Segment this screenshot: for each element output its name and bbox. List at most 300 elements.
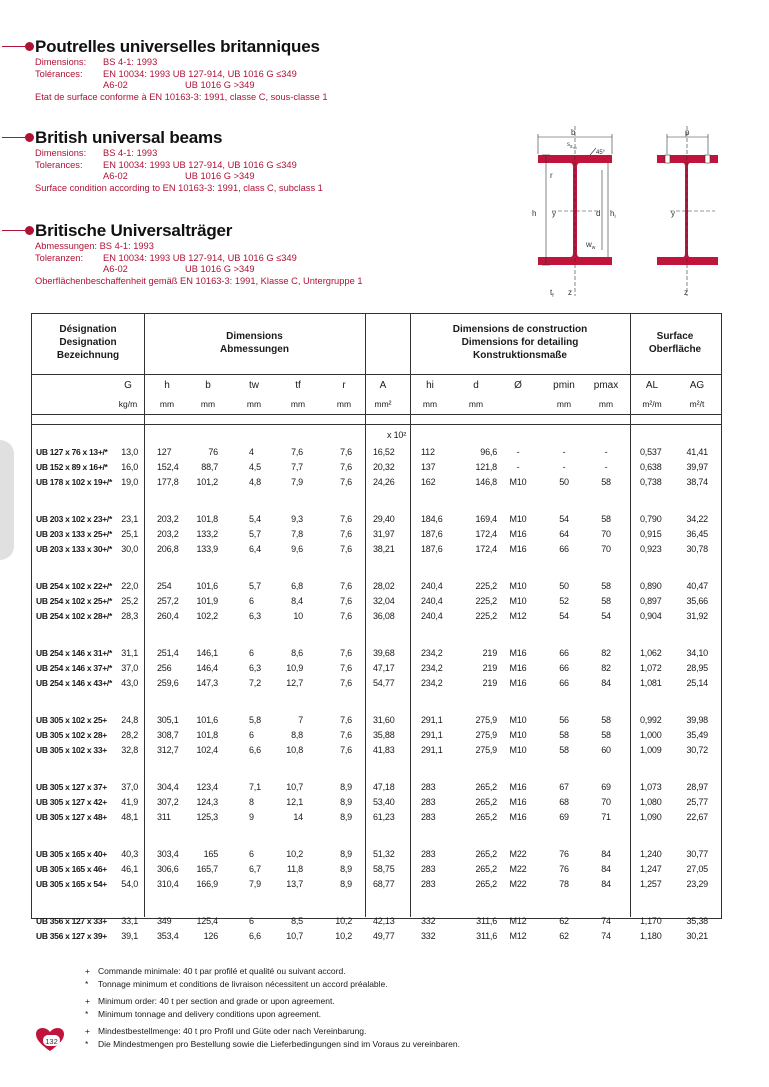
data-cell: 275,9 xyxy=(475,715,497,725)
section-line-part: Surface condition according to EN 10163-3: 1991, class C, subclass 1 xyxy=(35,182,323,193)
symbol-al: AL xyxy=(645,380,659,391)
data-cell: 8,8 xyxy=(291,730,303,740)
designation-cell: UB 203 x 133 x 30+/* xyxy=(36,544,112,554)
data-cell: 13,0 xyxy=(121,447,138,457)
section-line xyxy=(35,182,323,195)
section-line-part: EN 10034: 1993 UB 127-914, UB 1016 G ≤349 xyxy=(103,68,297,79)
data-cell: 66 xyxy=(559,544,569,554)
unit-label: mm xyxy=(200,399,216,409)
data-cell: 5,8 xyxy=(249,715,261,725)
designation-cell: UB 305 x 165 x 46+ xyxy=(36,864,107,874)
data-cell: 172,4 xyxy=(475,529,497,539)
data-cell: M22 xyxy=(509,879,527,889)
data-cell: 58 xyxy=(559,745,569,755)
data-cell: 0,537 xyxy=(640,447,662,457)
data-cell: 76 xyxy=(559,864,569,874)
section-line xyxy=(35,57,320,69)
data-cell: 283 xyxy=(421,812,436,822)
data-cell: 7,6 xyxy=(340,715,352,725)
data-cell: 283 xyxy=(421,797,436,807)
designation-cell: UB 305 x 102 x 25+ xyxy=(36,715,107,725)
data-cell: 58 xyxy=(601,596,611,606)
designation-cell: UB 178 x 102 x 19+/* xyxy=(36,477,112,487)
section-line-part: A6-02 xyxy=(103,80,128,90)
designation-cell: UB 356 x 127 x 39+ xyxy=(36,931,107,941)
header-designation xyxy=(32,323,144,362)
data-cell: 84 xyxy=(601,849,611,859)
designation-cell: UB 305 x 127 x 42+ xyxy=(36,797,107,807)
designation-cell: UB 305 x 102 x 28+ xyxy=(36,730,107,740)
header-construction-de: Konstruktionsmaße xyxy=(473,350,567,361)
diagram-label: $h_i$ xyxy=(610,209,616,220)
data-cell: 305,1 xyxy=(157,715,179,725)
data-cell: 38,21 xyxy=(373,544,395,554)
data-cell: 0,992 xyxy=(640,715,662,725)
data-cell: M16 xyxy=(509,797,527,807)
page-number-heart xyxy=(36,1028,64,1052)
section-line-part: UB 1016 G >349 xyxy=(185,171,255,181)
data-cell: 66 xyxy=(559,663,569,673)
data-cell: 8,6 xyxy=(291,648,303,658)
data-cell: 16,52 xyxy=(373,447,395,457)
data-cell: - xyxy=(516,462,520,472)
data-cell: 6,4 xyxy=(249,544,261,554)
data-cell: 62 xyxy=(559,916,569,926)
section-line xyxy=(35,252,297,265)
data-cell: 7,9 xyxy=(291,477,303,487)
data-cell: 101,6 xyxy=(196,715,218,725)
data-cell: 84 xyxy=(601,864,611,874)
data-cell: 234,2 xyxy=(421,663,443,673)
footnote-text: Commande minimale: 40 t par profilé et qualité ou suivant accord. xyxy=(98,966,346,976)
section-title: Poutrelles universelles britanniques xyxy=(35,37,320,56)
data-cell: 152,4 xyxy=(157,462,179,472)
data-cell: 256 xyxy=(157,663,172,673)
data-cell: 219 xyxy=(482,648,497,658)
footnote-marker: + xyxy=(85,966,90,976)
data-cell: 6,3 xyxy=(249,611,261,621)
data-cell: 291,1 xyxy=(421,730,443,740)
data-cell: 10,7 xyxy=(286,782,303,792)
data-cell: 311,6 xyxy=(476,916,497,926)
data-cell: M16 xyxy=(509,529,527,539)
data-cell: 74 xyxy=(601,916,611,926)
data-cell: 6 xyxy=(249,916,254,926)
data-cell: - xyxy=(562,462,566,472)
data-cell: 133,2 xyxy=(196,529,218,539)
data-cell: 1,090 xyxy=(640,812,662,822)
data-cell: 30,78 xyxy=(686,544,708,554)
data-cell: 291,1 xyxy=(421,715,443,725)
data-cell: 283 xyxy=(421,849,436,859)
designation-cell: UB 254 x 146 x 43+/* xyxy=(36,678,112,688)
data-cell: 32,04 xyxy=(373,596,395,606)
data-cell: 10,2 xyxy=(286,849,303,859)
footnote xyxy=(85,966,685,977)
data-cell: 28,95 xyxy=(686,663,708,673)
data-cell: 8,9 xyxy=(340,849,352,859)
diagram-label: p xyxy=(685,128,690,137)
data-cell: 303,4 xyxy=(157,849,179,859)
data-cell: 1,247 xyxy=(640,864,662,874)
data-cell: 39,1 xyxy=(121,931,138,941)
footnote xyxy=(85,996,685,1007)
data-cell: 24,8 xyxy=(121,715,138,725)
data-cell: 48,1 xyxy=(121,812,138,822)
data-cell: 101,6 xyxy=(196,581,218,591)
data-cell: 43,0 xyxy=(121,678,138,688)
header-surface-de: Oberfläche xyxy=(648,344,702,355)
data-cell: 7,6 xyxy=(340,663,352,673)
data-cell: 291,1 xyxy=(421,745,443,755)
data-cell: 125,3 xyxy=(196,812,218,822)
data-cell: 133,9 xyxy=(196,544,218,554)
data-cell: 312,7 xyxy=(157,745,179,755)
page-number: 132 xyxy=(45,1037,58,1046)
data-cell: 7,6 xyxy=(340,745,352,755)
data-cell: 58 xyxy=(601,730,611,740)
data-cell: 7,6 xyxy=(340,544,352,554)
data-cell: M16 xyxy=(509,678,527,688)
data-cell: 1,170 xyxy=(640,916,662,926)
section-line-part: UB 1016 G >349 xyxy=(185,264,255,274)
data-cell: 13,7 xyxy=(286,879,303,889)
data-cell: 58,75 xyxy=(373,864,395,874)
data-cell: 265,2 xyxy=(475,812,497,822)
data-cell: 1,072 xyxy=(640,663,662,673)
data-cell: 332 xyxy=(421,931,436,941)
data-cell: M10 xyxy=(509,514,527,524)
header-designation-en: Designation xyxy=(59,337,117,348)
data-cell: 47,18 xyxy=(373,782,395,792)
header-surface xyxy=(630,330,720,356)
symbol-pmax: pmax xyxy=(593,380,619,391)
data-cell: - xyxy=(516,447,520,457)
data-cell: 51,32 xyxy=(373,849,395,859)
data-cell: 6,6 xyxy=(249,745,261,755)
data-cell: 54 xyxy=(559,514,569,524)
data-cell: 52 xyxy=(559,596,569,606)
data-cell: 304,4 xyxy=(157,782,179,792)
section-line-part: Toleranzen: xyxy=(35,252,84,263)
section-line xyxy=(35,80,320,92)
data-cell: 172,4 xyxy=(475,544,497,554)
row-divider xyxy=(31,414,721,415)
data-cell: 6,3 xyxy=(249,663,261,673)
area-factor-label: x 10² xyxy=(386,430,406,440)
data-cell: 38,74 xyxy=(686,477,708,487)
data-cell: 58 xyxy=(559,730,569,740)
data-cell: 47,17 xyxy=(373,663,395,673)
data-cell: 254 xyxy=(157,581,172,591)
data-cell: 121,8 xyxy=(475,462,497,472)
data-cell: 225,2 xyxy=(475,596,497,606)
data-cell: 101,9 xyxy=(196,596,218,606)
data-cell: 20,32 xyxy=(373,462,395,472)
diagram-label: $t_f$ xyxy=(550,288,554,299)
data-cell: 4,8 xyxy=(249,477,261,487)
section-line xyxy=(35,171,255,183)
data-cell: 41,41 xyxy=(686,447,708,457)
data-cell: 41,83 xyxy=(373,745,395,755)
data-cell: 23,1 xyxy=(121,514,138,524)
designation-cell: UB 305 x 165 x 54+ xyxy=(36,879,107,889)
section-1 xyxy=(35,36,328,103)
section-line xyxy=(35,275,363,288)
data-cell: 23,29 xyxy=(686,879,708,889)
data-cell: 184,6 xyxy=(421,514,443,524)
data-cell: 166,9 xyxy=(196,879,218,889)
data-cell: 8,9 xyxy=(340,782,352,792)
data-cell: 10,2 xyxy=(335,916,352,926)
data-cell: 7,7 xyxy=(291,462,303,472)
data-cell: 96,6 xyxy=(480,447,497,457)
header-surface-fr: Surface xyxy=(656,331,694,342)
data-cell: 125,4 xyxy=(196,916,218,926)
unit-label: mm xyxy=(556,399,572,409)
data-cell: M10 xyxy=(509,745,527,755)
data-cell: M12 xyxy=(509,931,527,941)
data-cell: 64 xyxy=(559,529,569,539)
data-cell: 187,6 xyxy=(421,529,443,539)
data-cell: 11,8 xyxy=(286,864,303,874)
data-cell: 9,6 xyxy=(291,544,303,554)
data-cell: 225,2 xyxy=(475,611,497,621)
data-cell: 9,3 xyxy=(291,514,303,524)
unit-label: kg/m xyxy=(118,399,138,409)
symbol-tf: tf xyxy=(295,380,301,391)
data-cell: 0,738 xyxy=(640,477,662,487)
unit-label: mm xyxy=(422,399,438,409)
symbol-g: G xyxy=(124,380,132,391)
data-cell: 1,240 xyxy=(640,849,662,859)
footnote-text: Tonnage minimum et conditions de livraison nécessitent un accord préalable. xyxy=(98,979,388,989)
data-cell: 332 xyxy=(421,916,436,926)
data-cell: 42,13 xyxy=(373,916,395,926)
data-cell: 8,9 xyxy=(340,797,352,807)
data-cell: 36,45 xyxy=(686,529,708,539)
unit-label: m²/m xyxy=(642,399,662,409)
data-cell: 259,6 xyxy=(157,678,179,688)
data-cell: 225,2 xyxy=(475,581,497,591)
data-cell: 6,7 xyxy=(249,864,261,874)
data-cell: 49,77 xyxy=(373,931,395,941)
section-title: British universal beams xyxy=(35,128,223,147)
data-cell: 101,2 xyxy=(196,477,218,487)
data-cell: 7 xyxy=(298,715,303,725)
designation-cell: UB 305 x 127 x 37+ xyxy=(36,782,107,792)
data-cell: M22 xyxy=(509,864,527,874)
data-cell: 58 xyxy=(601,581,611,591)
section-line xyxy=(35,264,255,276)
data-cell: 8 xyxy=(249,797,254,807)
unit-label: mm xyxy=(159,399,175,409)
footnote-marker: * xyxy=(85,979,89,989)
data-cell: 137 xyxy=(421,462,436,472)
data-cell: 68 xyxy=(559,797,569,807)
data-cell: M16 xyxy=(509,648,527,658)
data-cell: 31,92 xyxy=(686,611,708,621)
data-cell: M10 xyxy=(509,596,527,606)
data-cell: 353,4 xyxy=(157,931,179,941)
section-line xyxy=(35,159,297,172)
data-cell: 70 xyxy=(601,529,611,539)
header-construction-en: Dimensions for detailing xyxy=(461,337,579,348)
data-cell: 7,2 xyxy=(249,678,261,688)
section-line-part: Abmessungen: BS 4-1: 1993 xyxy=(35,241,154,251)
bullet-dot xyxy=(25,42,34,51)
data-cell: 102,2 xyxy=(196,611,218,621)
data-cell: 7,6 xyxy=(291,447,303,457)
data-cell: 66 xyxy=(559,678,569,688)
symbol-r: r xyxy=(342,380,346,391)
data-cell: 69 xyxy=(601,782,611,792)
data-cell: 165,7 xyxy=(196,864,218,874)
data-cell: 35,66 xyxy=(686,596,708,606)
data-cell: 219 xyxy=(482,663,497,673)
data-cell: 240,4 xyxy=(421,581,443,591)
data-cell: 62 xyxy=(559,931,569,941)
unit-label: mm² xyxy=(374,399,392,409)
data-cell: 169,4 xyxy=(475,514,497,524)
data-cell: 61,23 xyxy=(373,812,395,822)
data-cell: 5,7 xyxy=(249,529,261,539)
data-cell: 84 xyxy=(601,678,611,688)
data-cell: 165 xyxy=(203,849,218,859)
section-line-part: UB 1016 G >349 xyxy=(185,80,255,90)
designation-cell: UB 305 x 165 x 40+ xyxy=(36,849,107,859)
data-cell: 187,6 xyxy=(421,544,443,554)
data-cell: 25,14 xyxy=(686,678,708,688)
data-cell: 67 xyxy=(559,782,569,792)
data-cell: 82 xyxy=(601,663,611,673)
footnote-text: Minimum tonnage and delivery conditions upon agreement. xyxy=(98,1009,322,1019)
data-cell: 0,890 xyxy=(640,581,662,591)
section-line xyxy=(35,69,320,81)
header-dimensions-de: Abmessungen xyxy=(220,344,289,355)
data-cell: 265,2 xyxy=(475,879,497,889)
data-cell: 69 xyxy=(559,812,569,822)
data-cell: 35,88 xyxy=(373,730,395,740)
data-cell: 41,9 xyxy=(121,797,138,807)
data-cell: 8,5 xyxy=(291,916,303,926)
data-cell: 40,47 xyxy=(686,581,708,591)
data-cell: 306,6 xyxy=(157,864,179,874)
symbol-hi: hi xyxy=(426,380,434,391)
data-cell: 240,4 xyxy=(421,611,443,621)
data-cell: 8,9 xyxy=(340,812,352,822)
data-cell: 31,60 xyxy=(373,715,395,725)
data-cell: 66 xyxy=(559,648,569,658)
data-cell: 1,062 xyxy=(640,648,662,658)
data-cell: 10,7 xyxy=(286,931,303,941)
data-cell: 70 xyxy=(601,797,611,807)
diagram-label: y xyxy=(552,209,556,218)
data-cell: 29,40 xyxy=(373,514,395,524)
data-cell: 28,2 xyxy=(121,730,138,740)
symbol-pmin: pmin xyxy=(553,380,575,391)
data-cell: 7,6 xyxy=(340,730,352,740)
footnote-marker: + xyxy=(85,1026,90,1036)
data-cell: 37,0 xyxy=(121,782,138,792)
data-cell: 6,8 xyxy=(291,581,303,591)
section-line-part: EN 10034: 1993 UB 127-914, UB 1016 G ≤349 xyxy=(103,252,297,263)
data-cell: 6 xyxy=(249,648,254,658)
data-cell: 14 xyxy=(293,812,303,822)
section-line-part: Tolerances: xyxy=(35,159,83,170)
data-cell: 7,6 xyxy=(340,462,352,472)
data-cell: 7,6 xyxy=(340,611,352,621)
data-cell: 76 xyxy=(208,447,218,457)
data-cell: 275,9 xyxy=(475,745,497,755)
data-cell: 101,8 xyxy=(196,514,218,524)
data-cell: 39,98 xyxy=(686,715,708,725)
data-cell: 76 xyxy=(559,849,569,859)
data-cell: 60 xyxy=(601,745,611,755)
footnote xyxy=(85,1039,685,1050)
header-dimensions xyxy=(144,330,365,356)
data-cell: 265,2 xyxy=(475,864,497,874)
diagram-label: z xyxy=(684,288,688,297)
data-cell: 58 xyxy=(601,715,611,725)
header-designation-de: Bezeichnung xyxy=(56,350,120,361)
column-divider xyxy=(630,313,631,917)
data-cell: 206,8 xyxy=(157,544,179,554)
section-line-part: BS 4-1: 1993 xyxy=(103,57,158,67)
symbol-ø: Ø xyxy=(514,380,522,391)
data-cell: 260,4 xyxy=(157,611,179,621)
data-cell: 203,2 xyxy=(157,529,179,539)
data-cell: 307,2 xyxy=(157,797,179,807)
data-cell: 126 xyxy=(203,931,218,941)
data-cell: 6 xyxy=(249,730,254,740)
data-cell: 46,1 xyxy=(121,864,138,874)
section-line xyxy=(35,148,222,160)
header-dimensions-fr: Dimensions xyxy=(226,331,283,342)
data-cell: 7,6 xyxy=(340,529,352,539)
data-cell: 283 xyxy=(421,864,436,874)
data-cell: 68,77 xyxy=(373,879,395,889)
data-cell: 265,2 xyxy=(475,797,497,807)
section-line-part: BS 4-1: 1993 xyxy=(103,148,158,158)
data-cell: 7,9 xyxy=(249,879,261,889)
data-cell: 30,72 xyxy=(686,745,708,755)
section-line xyxy=(35,91,328,104)
designation-cell: UB 254 x 102 x 28+/* xyxy=(36,611,112,621)
designation-cell: UB 305 x 102 x 33+ xyxy=(36,745,107,755)
symbol-a: A xyxy=(379,380,387,391)
data-cell: 54 xyxy=(559,611,569,621)
data-cell: 25,77 xyxy=(686,797,708,807)
data-cell: 234,2 xyxy=(421,648,443,658)
data-cell: 6 xyxy=(249,849,254,859)
data-cell: 7,1 xyxy=(249,782,261,792)
section-3 xyxy=(35,220,363,287)
data-cell: 124,3 xyxy=(196,797,218,807)
data-cell: 22,0 xyxy=(121,581,138,591)
side-tab-decoration xyxy=(0,440,14,560)
data-cell: M16 xyxy=(509,782,527,792)
data-cell: 7,6 xyxy=(340,581,352,591)
data-cell: 234,2 xyxy=(421,678,443,688)
symbol-b: b xyxy=(205,380,211,391)
footnote-marker: * xyxy=(85,1009,89,1019)
data-cell: M10 xyxy=(509,477,527,487)
data-cell: 5,7 xyxy=(249,581,261,591)
data-cell: 311,6 xyxy=(476,931,497,941)
data-cell: M10 xyxy=(509,715,527,725)
data-cell: 56 xyxy=(559,715,569,725)
